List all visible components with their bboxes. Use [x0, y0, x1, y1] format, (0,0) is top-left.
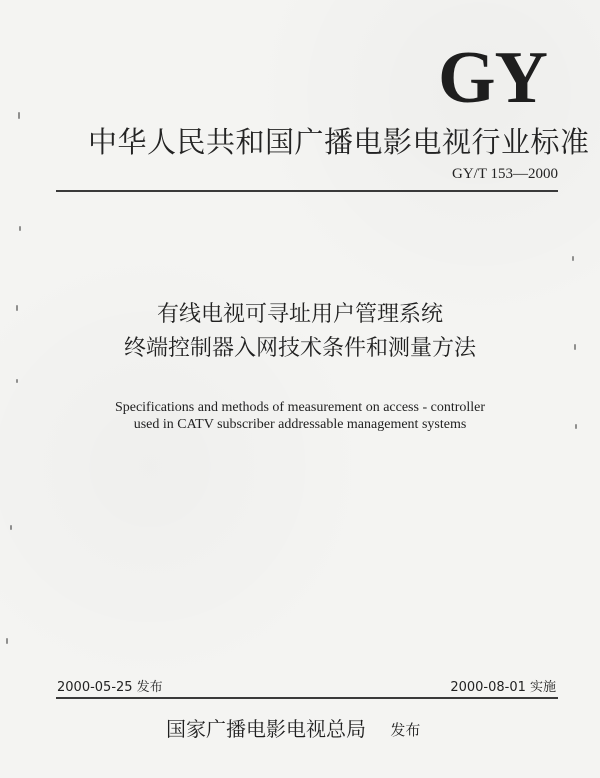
chinese-title-line-1: 有线电视可寻址用户管理系统 — [156, 302, 443, 327]
scan-speck — [16, 305, 18, 311]
publisher-name: 国家广播电影电视总局 — [166, 717, 366, 741]
chinese-title-line-2: 终端控制器入网技术条件和测量方法 — [123, 336, 476, 361]
scan-speck — [575, 424, 577, 429]
publisher-line — [166, 715, 466, 744]
chinese-title — [70, 298, 530, 366]
top-divider — [56, 190, 558, 192]
scan-speck — [6, 638, 8, 644]
document-number: GY/T 153—2000 — [452, 166, 558, 182]
scan-speck — [574, 344, 576, 350]
english-title — [90, 399, 510, 433]
standard-title: 中华人民共和国广播电影电视行业标准 — [88, 125, 590, 159]
bottom-divider — [56, 697, 558, 699]
scan-speck — [10, 525, 12, 530]
english-title-line-1: Specifications and methods of measurement on access - controller — [114, 400, 486, 415]
english-title-line-2: used in CATV subscriber addressable management systems — [133, 417, 467, 432]
scan-speck — [19, 226, 21, 231]
implementation-date: 2000-08-01 实施 — [450, 680, 556, 695]
scan-speck — [572, 256, 574, 261]
issue-date: 2000-05-25 发布 — [57, 680, 163, 695]
scan-speck — [16, 379, 18, 383]
scan-speck — [18, 112, 20, 119]
gy-logo: GY — [438, 37, 547, 119]
publisher-action: 发布 — [390, 721, 421, 739]
